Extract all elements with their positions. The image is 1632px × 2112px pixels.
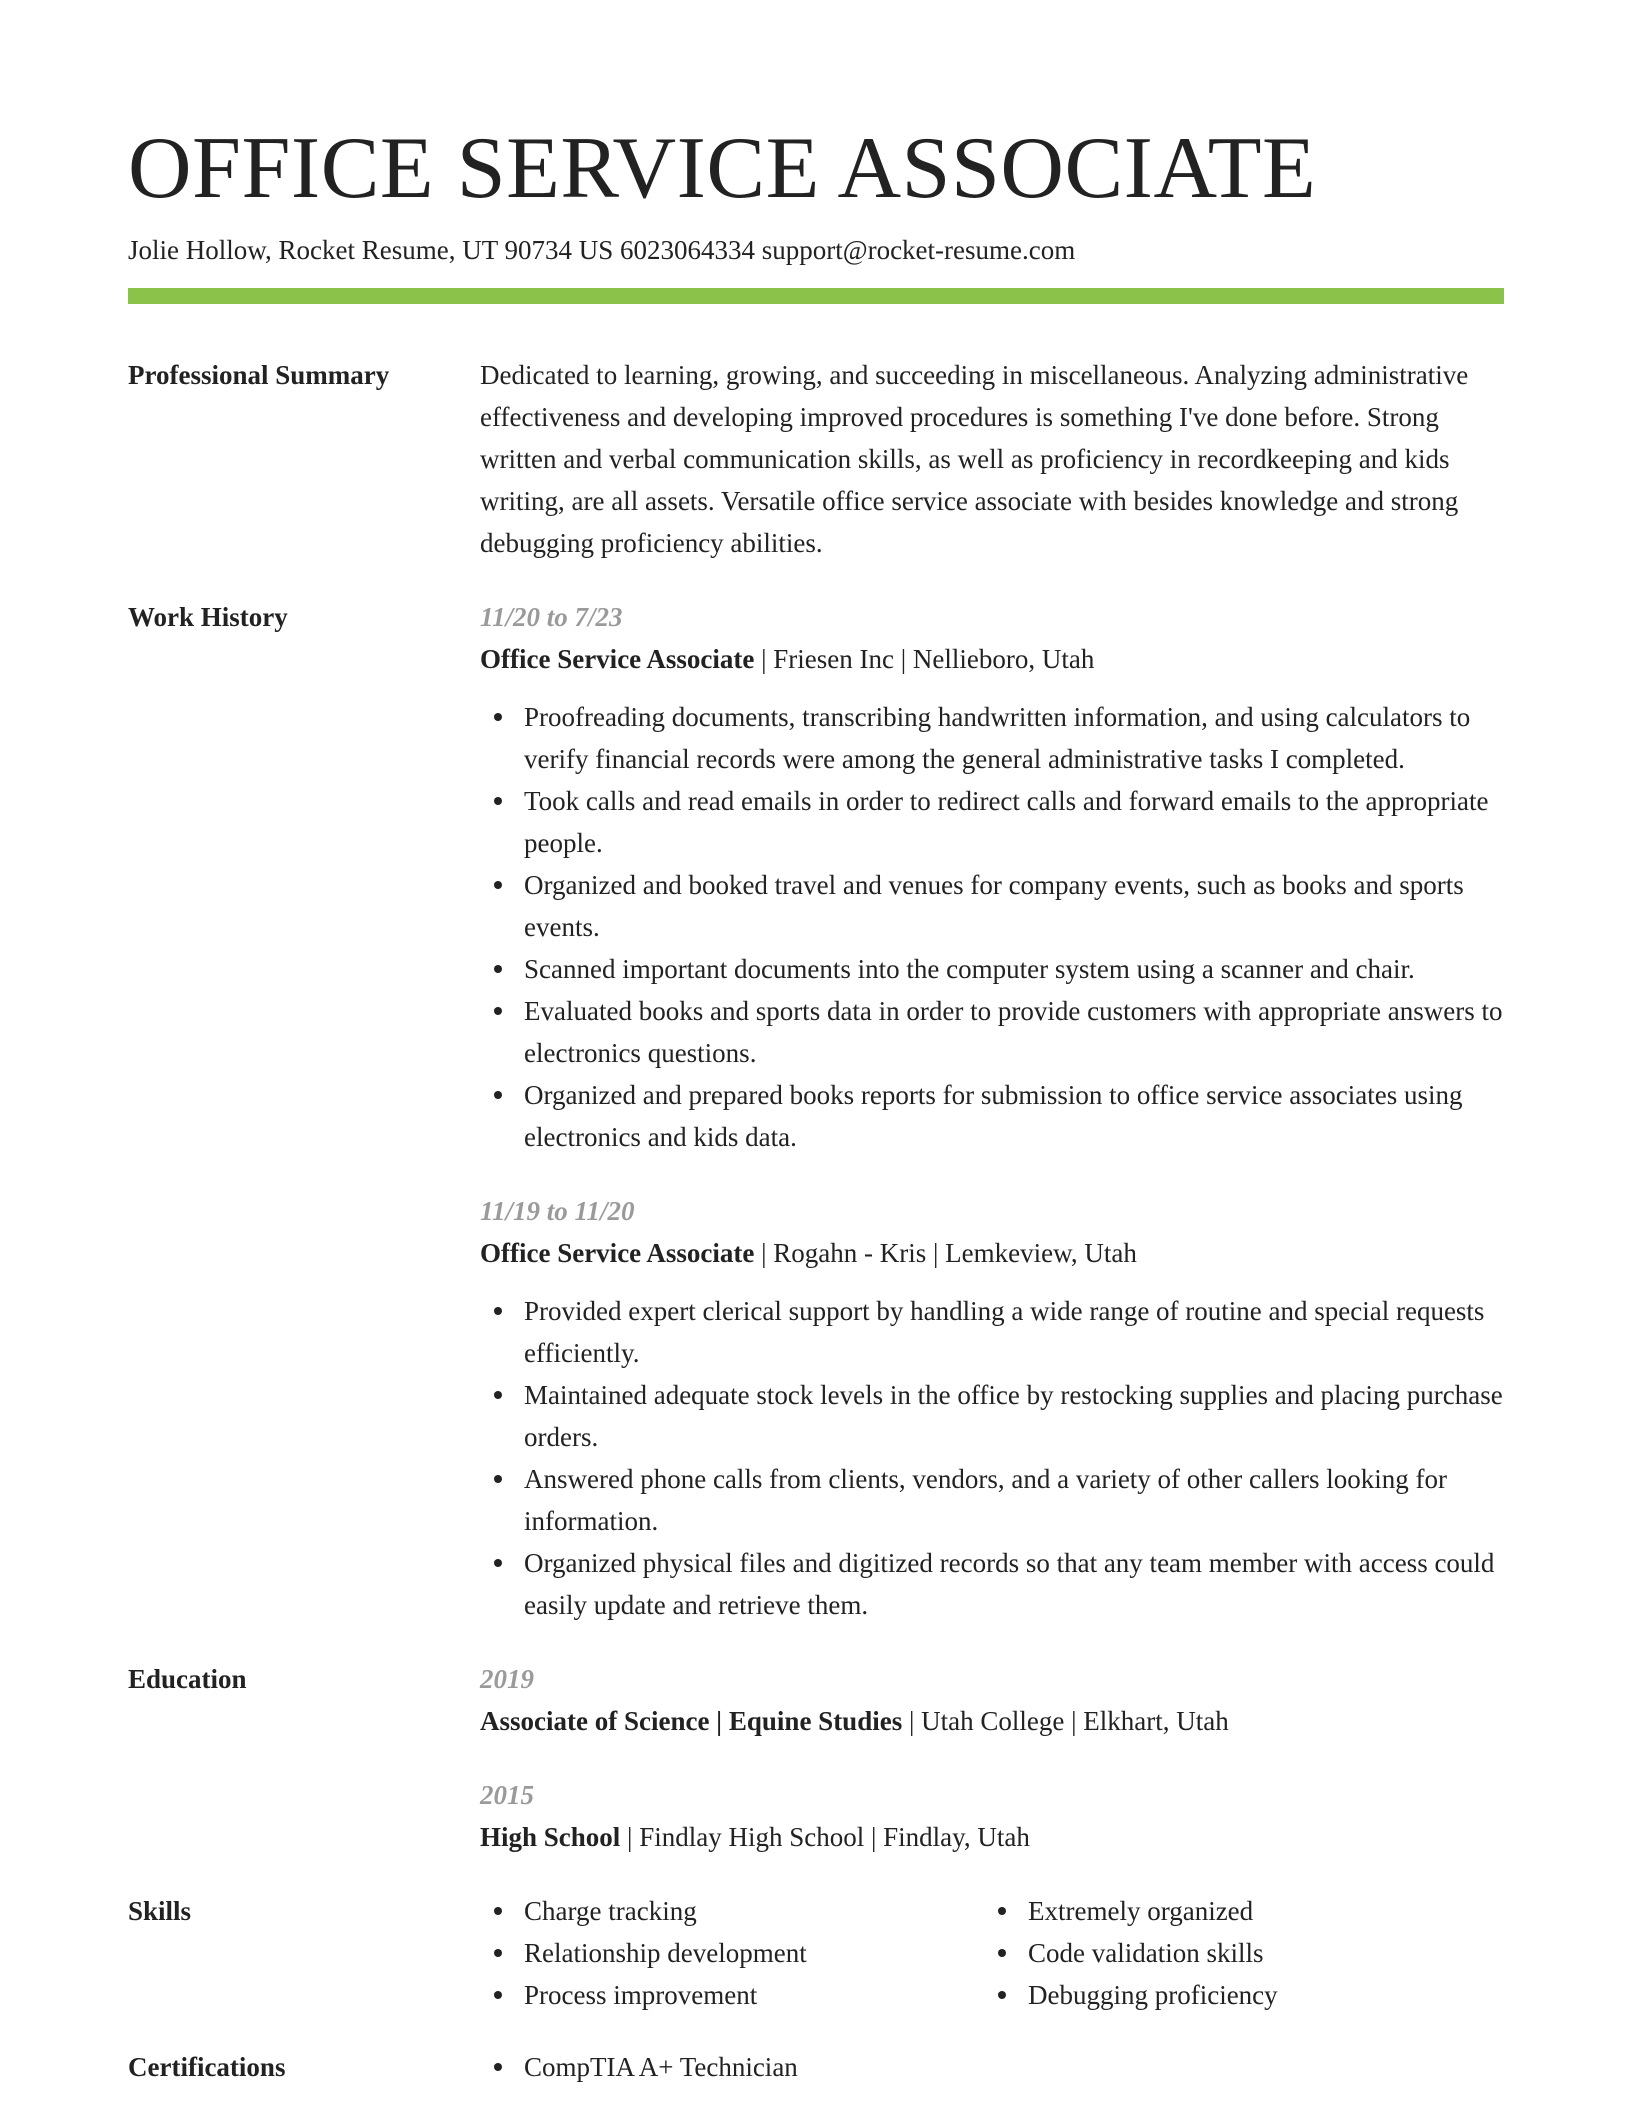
job-bullets <box>480 1290 1504 1626</box>
certification-item: CompTIA A+ Technician <box>480 2046 1504 2088</box>
education-degree: Associate of Science | Equine Studies <box>480 1706 903 1736</box>
list-item: Organized physical files and digitized records so that any team member with access could easily update and retrieve them. <box>480 1542 1504 1626</box>
education-details: | Utah College | Elkhart, Utah <box>902 1706 1229 1736</box>
summary-text: Dedicated to learning, growing, and succeeding in miscellaneous. Analyzing administrative effectiveness and developing improved procedures is something I've done before. Strong written and verbal communication skills, as well as proficiency in recordkeeping and kids writing, are all assets. Versatile office service associate with besides knowledge and strong debugging proficiency abilities. <box>480 360 1469 558</box>
education-heading <box>480 1816 1504 1858</box>
list-item: Proofreading documents, transcribing handwritten information, and using calculators to verify financial records were among the general administrative tasks I completed. <box>480 696 1504 780</box>
job-title: Office Service Associate <box>480 644 755 674</box>
skill-item: Debugging proficiency <box>984 1974 1488 2016</box>
list-item: Took calls and read emails in order to redirect calls and forward emails to the appropriate people. <box>480 780 1504 864</box>
section-label-skills: Skills <box>128 1896 192 1926</box>
skills-section <box>128 1890 1504 2016</box>
education-degree: High School <box>480 1822 621 1852</box>
job-dates: 11/19 to 11/20 <box>480 1196 635 1226</box>
work-history-section <box>128 596 1504 1626</box>
section-label-certifications: Certifications <box>128 2052 286 2082</box>
certifications-list <box>480 2046 1504 2088</box>
section-label-education: Education <box>128 1664 247 1694</box>
education-heading <box>480 1700 1504 1742</box>
skills-grid <box>480 1890 1504 2016</box>
skill-item: Process improvement <box>480 1974 984 2016</box>
section-label-work: Work History <box>128 602 288 632</box>
section-label-summary: Professional Summary <box>128 360 390 390</box>
job-bullets <box>480 696 1504 1158</box>
skill-item: Code validation skills <box>984 1932 1488 1974</box>
skill-item: Extremely organized <box>984 1890 1488 1932</box>
accent-rule <box>128 288 1504 304</box>
education-details: | Findlay High School | Findlay, Utah <box>620 1822 1030 1852</box>
job-details: | Friesen Inc | Nellieboro, Utah <box>754 644 1095 674</box>
list-item: Answered phone calls from clients, vendors, and a variety of other callers looking for information. <box>480 1458 1504 1542</box>
job-entry <box>480 596 1504 1158</box>
education-year: 2019 <box>480 1664 534 1694</box>
job-heading <box>480 1232 1504 1274</box>
job-dates: 11/20 to 7/23 <box>480 602 623 632</box>
certifications-section <box>128 2046 1504 2088</box>
list-item: Organized and booked travel and venues for company events, such as books and sports events. <box>480 864 1504 948</box>
skill-item: Charge tracking <box>480 1890 984 1932</box>
skills-column <box>984 1890 1488 2016</box>
job-entry <box>480 1190 1504 1626</box>
education-body <box>480 1658 1504 1858</box>
education-entry <box>480 1774 1504 1858</box>
skill-item: Relationship development <box>480 1932 984 1974</box>
resume-page <box>128 0 1504 2088</box>
list-item: Evaluated books and sports data in order to provide customers with appropriate answers to electronics questions. <box>480 990 1504 1074</box>
contact-line: Jolie Hollow, Rocket Resume, UT 90734 US 6023064334 support@rocket-resume.com <box>128 235 1076 265</box>
certifications-body <box>480 2046 1504 2088</box>
list-item: Provided expert clerical support by handling a wide range of routine and special requests efficiently. <box>480 1290 1504 1374</box>
list-item: Scanned important documents into the computer system using a scanner and chair. <box>480 948 1504 990</box>
education-section <box>128 1658 1504 1858</box>
list-item: Maintained adequate stock levels in the office by restocking supplies and placing purchase orders. <box>480 1374 1504 1458</box>
education-year: 2015 <box>480 1780 534 1810</box>
education-entry <box>480 1658 1504 1742</box>
job-details: | Rogahn - Kris | Lemkeview, Utah <box>754 1238 1137 1268</box>
resume-title: OFFICE SERVICE ASSOCIATE <box>128 120 1317 217</box>
summary-section <box>128 354 1504 564</box>
list-item: Organized and prepared books reports for submission to office service associates using electronics and kids data. <box>480 1074 1504 1158</box>
job-title: Office Service Associate <box>480 1238 755 1268</box>
work-history-body <box>480 596 1504 1626</box>
skills-column <box>480 1890 984 2016</box>
job-heading <box>480 638 1504 680</box>
